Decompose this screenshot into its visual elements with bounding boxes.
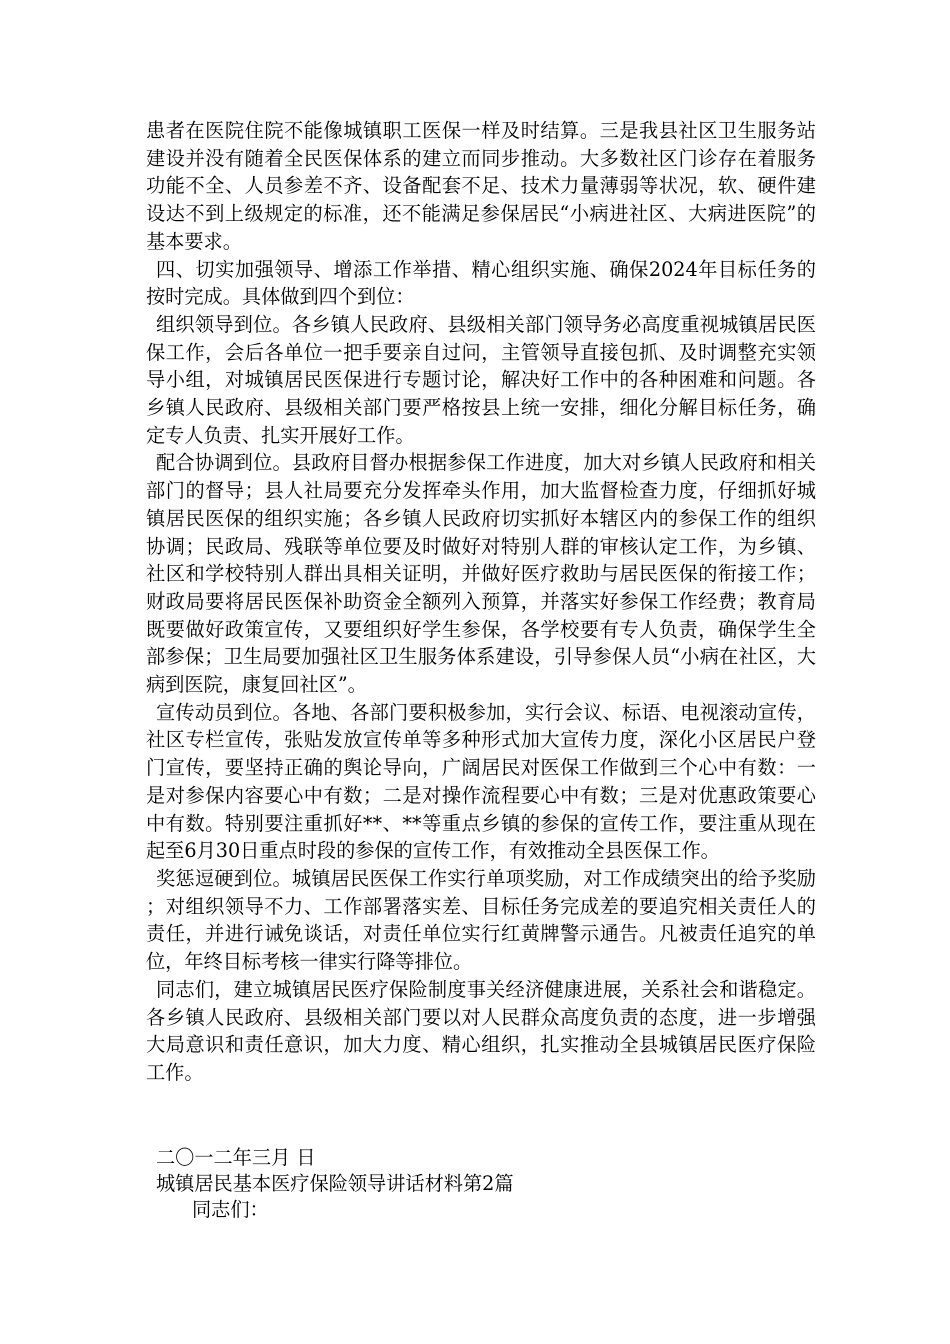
paragraph-4: 配合协调到位。县政府目督办根据参保工作进度，加大对乡镇人民政府和相关部门的督导；县人社局要充分发挥牵头作用，加大监督检查力度，仔细抓好城镇居民医保的组织实施；各乡镇人民政府切实抓好本辖区内的参保工作的组织协调；民政局、残联等单位要及时做好对特别人群的审核认定工作，为乡镇、社区和学校特别人群出具相关证明，并做好医疗救助与居民医保的衔接工作；财政局要将居民医保补助资金全额列入预算，并落实好参保工作经费；教育局既要做好政策宣传，又要组织好学生参保，各学校要有专人负责，确保学生全部参保；卫生局要加强社区卫生服务体系建设，引导参保人员“小病在社区，大病到医院，康复回社区”。 <box>146 451 816 697</box>
paragraph-3: 组织领导到位。各乡镇人民政府、县级相关部门领导务必高度重视城镇居民医保工作，会后各单位一把手要亲自过问，主管领导直接包抓、及时调整充实领导小组，对城镇居民医保进行专题讨论，解决好工作中的各种困难和问题。各乡镇人民政府、县级相关部门要严格按县上统一安排，细化分解目标任务，确定专人负责、扎实开展好工作。 <box>146 312 816 447</box>
document-body <box>146 117 816 1087</box>
next-section-title: 城镇居民基本医疗保险领导讲话材料第2篇 <box>156 1172 514 1195</box>
date-line: 二〇一二年三月 日 <box>156 1146 316 1169</box>
paragraph-6: 奖惩逗硬到位。城镇居民医保工作实行单项奖励，对工作成绩突出的给予奖励；对组织领导不力、工作部署落实差、目标任务完成差的要追究相关责任人的责任，并进行诫免谈话，对责任单位实行红黄牌警示通告。凡被责任追究的单位，年终目标考核一律实行降等排位。 <box>146 866 816 974</box>
closing-block <box>146 1145 816 1223</box>
salutation: 同志们： <box>192 1198 269 1221</box>
paragraph-5: 宣传动员到位。各地、各部门要积极参加，实行会议、标语、电视滚动宣传，社区专栏宣传，张贴发放宣传单等多种形式加大宣传力度，深化小区居民户登门宣传，要坚持正确的舆论导向，广阔居民对医保工作做到三个心中有数：一是对参保内容要心中有数；二是对操作流程要心中有数；三是对优惠政策要心中有数。特别要注重抓好**、**等重点乡镇的参保的宣传工作，要注重从现在起至6月30日重点时段的参保的宣传工作，有效推动全县医保工作。 <box>146 700 816 863</box>
paragraph-7: 同志们，建立城镇居民医疗保险制度事关经济健康进展，关系社会和谐稳定。各乡镇人民政府、县级相关部门要以对人民群众高度负责的态度，进一步增强大局意识和责任意识，加大力度、精心组织，扎实推动全县城镇居民医疗保险工作。 <box>146 977 816 1084</box>
paragraph-2: 四、切实加强领导、增添工作举措、精心组织实施、确保2024年目标任务的按时完成。具体做到四个到位： <box>146 257 816 309</box>
paragraph-1: 患者在医院住院不能像城镇职工医保一样及时结算。三是我县社区卫生服务站建设并没有随着全民医保体系的建立而同步推动。大多数社区门诊存在着服务功能不全、人员参差不齐、设备配套不足、技术力量薄弱等状况，软、硬件建设达不到上级规定的标准，还不能满足参保居民“小病进社区、大病进医院”的基本要求。 <box>146 119 816 253</box>
